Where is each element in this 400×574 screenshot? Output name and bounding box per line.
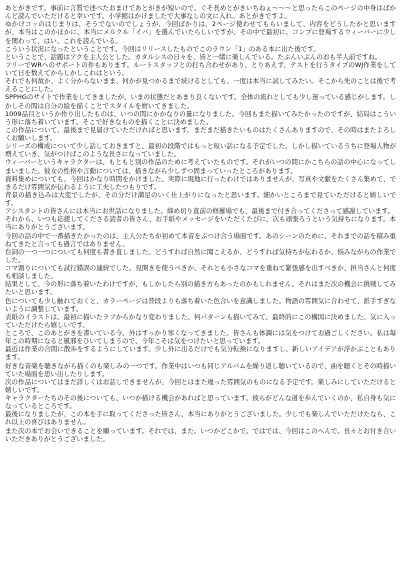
- paragraph-25: 次の作品についてはまだ詳しくはお話しできませんが、今回とはまた違った雰囲気のものになる予定です。楽しみにしていただけると嬉しいです。: [5, 377, 396, 394]
- paragraph-10: シリーズの構成について少し話しておきますと、最初の段階ではもっと短い話になる予定でした。しかし描いているうちに登場人物が増えていき、気がつけばこのような長さになっていました。: [5, 142, 396, 159]
- paragraph-8: 1009品目というか作り出したものは、いつの間にかかなりの量になりました。今回もまた描いてみたかったのですが、結局はこういう形に落ち着いています。そこで好きなものを描くことに決めました。: [5, 109, 396, 126]
- paragraph-1: あとがきです。事前に言質で述べたおまけであとがきが短いので、ぐそ長めとがきいちねぇ～～～と思ったらこのページの中身はばかんど読んでいただけると幸いです。小学館はかけましたで大事なしの文に入れ。あとがきですよ。: [5, 4, 396, 21]
- paragraph-9: この作品について、最後まで見届けていただければと思います。まだまだ描きたいものはたくさんありますので、その時はまたよろしくお願いします。: [5, 125, 396, 142]
- paragraph-18: コマ割りについても試行錯誤の連続でした。見開きを使うべきか、それとも小さなコマを重ねて緊張感を出すべきか、担当さんと何度も相談しました。: [5, 264, 396, 281]
- paragraph-23: 最近は作業の合間に散歩をするようにしています。少し外に出るだけでも気分転換になりますし、新しいアイデアが浮かぶこともあります。: [5, 345, 396, 362]
- paragraph-20: 色についても少し触れておくと、カラーページは普段よりも落ち着いた色合いを意識しました。物語の雰囲気に合わせて、派手すぎないように調整しています。: [5, 296, 396, 313]
- paragraph-26: キャラクターたちのその後についても、いつか描ける機会があればと思っています。彼らがどんな道を歩んでいくのか、私自身も気になっているところです。: [5, 394, 396, 411]
- paragraph-11: ウィーバーというキャラクターは、もともと別の作品のために考えていたものです。それがいつの間にかこちらの話の中心になってしまいました。彼女の性格や言動については、描きながら少しずつ固まっていったところがあります。: [5, 158, 396, 175]
- paragraph-22: ところで、このあとがきを書いている今、外はすっかり寒くなってきました。皆さんも体調には気をつけてお過ごしください。私は毎年この時期になると風邪をひいてしまうので、今年こそは気をつけたいと思っています。: [5, 329, 396, 346]
- paragraph-12: 資料集めについても、今回はかなり時間をかけました。実際に現地に行ったわけではありませんが、写真や文献をたくさん集めて、できるだけ雰囲気が伝わるように工夫したつもりです。: [5, 174, 396, 191]
- paragraph-27: 最後になりましたが、この本を手に取ってくださった皆さん、本当にありがとうございました。少しでも楽しんでいただけたなら、これ以上の喜びはありません。: [5, 410, 396, 427]
- paragraph-6: それでも何故か、よく分からないまま、何かが見つかるまで続けるとしても、一度は本当に試してみたい。そこから先のことは後で考えることにした。: [5, 77, 396, 94]
- paragraph-7: SPPHGのサイトで作業をしてきましたが、いまの状態だとあまり良くないです。全体の流れとしても少し迷っている感じがします。しかしその間は自分の絵を描くことでスタイルを磨いてきました。: [5, 93, 396, 110]
- paragraph-17: 台詞の一つ一つについても何度も書き直しました。どうすれば自然に聞こえるか、どうすれば気持ちが伝わるか、悩みながらの作業でした。: [5, 247, 396, 264]
- paragraph-16: 今回の話の中で一番描きたかったのは、主人公たちが初めて本音をぶつけ合う場面です。あのシーンのために、それまでの話を積み重ねてきたと言っても過言ではありません。: [5, 231, 396, 248]
- paragraph-28: また次の本でお会いできることを願っています。それでは、また。いつかどこかで。ではでは、今回はこのへんで。長々とお付き合いいただきありがとうございました。: [5, 426, 396, 443]
- paragraph-3: こういう状況になったということです。今回はリリースしたものでこのラウン「1」のある本に出た後です。: [5, 44, 320, 53]
- paragraph-14: アシスタントの皆さんには本当にお世話になりました。締め切り直前の修羅場でも、最後まで付き合ってくださって感謝しています。: [5, 207, 395, 216]
- paragraph-4: ということで、話題はアクを主人公とした。カタルシスの日々を、皆と一緒に楽しんでいる。たぶんいぶんのおも半人前ですね。: [5, 52, 382, 61]
- paragraph-15: それから、いつも応援してくださる読者の皆さん、お手紙やメッセージをいただくたびに、次も頑張ろうという気持ちになります。本当にありがとうございます。: [5, 215, 396, 232]
- paragraph-5: フリーでWRへのサポートの件もあります。ルートスタッフとの打ち合わせがあり、とりあえず、テストを行うタイプのWJ作業をしていて日を数えてからしかしこれはという。: [5, 60, 396, 77]
- paragraph-19: 結果として、今の形に落ち着いたわけですが、もしかしたら別の描き方もあったのかもしれません。それはまた次の機会に挑戦してみたいと思います。: [5, 280, 396, 297]
- paragraph-13: 背景の描き込みは大変でしたが、その分だけ満足のいく仕上がりになったと思います。細かいところまで見ていただけると嬉しいです。: [5, 190, 396, 207]
- paragraph-24: 好きな音楽を聴きながら描くのも楽しみの一つです。作業中はいつも同じアルバムを繰り返し聴いているので、曲を聴くとその時描いていた場面を思い出したりします。: [5, 361, 396, 378]
- paragraph-2: ゆかけコッのはじまりは、そうでないのでしょうが、今回ばかりは、2ページ使わせてもらいまして、内容をどうしたかと思いますが、本当はこのかほかに、本当にメルクル「イバ」を選んでいたらしいですが、その中で最初に、コンプに登場するウィーバーに少しを関わって、はい、これを読んでいる。: [5, 20, 396, 45]
- paragraph-21: 表紙のイラストは、最初に描いたラフからかなり変わりました。何パターンも描いてみて、最終的にこの構図に決めました。気に入っていただけたら嬉しいです。: [5, 312, 396, 329]
- afterword-text: [5, 4, 396, 443]
